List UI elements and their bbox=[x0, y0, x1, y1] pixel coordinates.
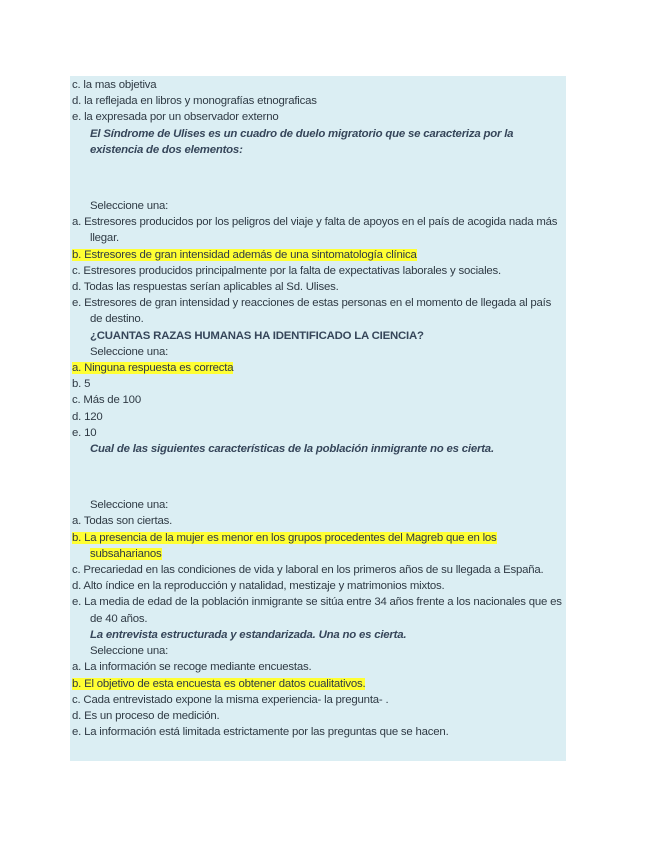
question-3-text: Cual de las siguientes características de la población inmigrante no es cierta. bbox=[90, 443, 494, 456]
question-2-option-e[interactable]: e. 10 bbox=[72, 426, 97, 439]
question-4-prompt: Seleccione una: bbox=[90, 645, 169, 658]
prev-option-e: e. la expresada por un observador externo bbox=[72, 111, 279, 124]
highlighted-answer: b. La presencia de la mujer es menor en los grupos procedentes del Magreb que en los subsaharianos bbox=[72, 531, 497, 560]
question-4-option-e[interactable]: e. La información está limitada estrictamente por las preguntas que se hacen. bbox=[72, 726, 449, 739]
question-1-option-e[interactable]: e. Estresores de gran intensidad y reacciones de estas personas en el momento de llegada al país de destino. bbox=[72, 297, 552, 326]
question-3-option-e[interactable]: e. La media de edad de la población inmigrante se sitúa entre 34 años frente a los nacionales que es de 40 años. bbox=[72, 596, 562, 625]
question-4-option-a[interactable]: a. La información se recoge mediante encuestas. bbox=[72, 661, 312, 674]
question-1-option-d[interactable]: d. Todas las respuestas serían aplicables al Sd. Ulises. bbox=[72, 281, 339, 294]
question-2-text: ¿CUANTAS RAZAS HUMANAS HA IDENTIFICADO LA CIENCIA? bbox=[90, 329, 424, 342]
question-2-option-d[interactable]: d. 120 bbox=[72, 410, 103, 423]
prev-option-d: d. la reflejada en libros y monografías etnograficas bbox=[72, 95, 317, 108]
question-1-option-c[interactable]: c. Estresores producidos principalmente por la falta de expectativas laborales y sociales. bbox=[72, 264, 501, 277]
question-1-option-a[interactable]: a. Estresores producidos por los peligros del viaje y falta de apoyos en el país de acogida nada más llegar. bbox=[72, 216, 558, 245]
question-3-prompt: Seleccione una: bbox=[90, 499, 169, 512]
highlighted-answer: a. Ninguna respuesta es correcta bbox=[72, 362, 234, 375]
question-2-prompt: Seleccione una: bbox=[90, 345, 169, 358]
question-2-option-a[interactable] bbox=[72, 360, 566, 376]
question-4-text: La entrevista estructurada y estandarizada. Una no es cierta. bbox=[90, 628, 407, 641]
question-2-option-c[interactable]: c. Más de 100 bbox=[72, 394, 141, 407]
question-4-option-d[interactable]: d. Es un proceso de medición. bbox=[72, 709, 220, 722]
highlighted-answer: b. El objetivo de esta encuesta es obtener datos cualitativos. bbox=[72, 677, 366, 690]
question-3-option-c[interactable]: c. Precariedad en las condiciones de vida y laboral en los primeros años de su llegada a España. bbox=[72, 564, 544, 577]
question-2-option-b[interactable]: b. 5 bbox=[72, 378, 91, 391]
question-1-option-b[interactable] bbox=[72, 247, 566, 263]
question-4-option-b[interactable] bbox=[72, 676, 566, 692]
prev-option-c: c. la mas objetiva bbox=[72, 79, 157, 91]
question-3-option-d[interactable]: d. Alto índice en la reproducción y natalidad, mestizaje y matrimonios mixtos. bbox=[72, 580, 445, 593]
question-3-option-a[interactable]: a. Todas son ciertas. bbox=[72, 515, 173, 528]
question-1-prompt: Seleccione una: bbox=[90, 200, 169, 213]
question-3-option-b[interactable] bbox=[72, 530, 566, 562]
highlighted-answer: b. Estresores de gran intensidad además de una sintomatología clínica bbox=[72, 248, 417, 261]
document-content bbox=[72, 77, 566, 740]
question-4-option-c[interactable]: c. Cada entrevistado expone la misma experiencia- la pregunta- . bbox=[72, 693, 389, 706]
question-1-text: El Síndrome de Ulises es un cuadro de duelo migratorio que se caracteriza por la existencia de dos elementos: bbox=[90, 127, 514, 156]
